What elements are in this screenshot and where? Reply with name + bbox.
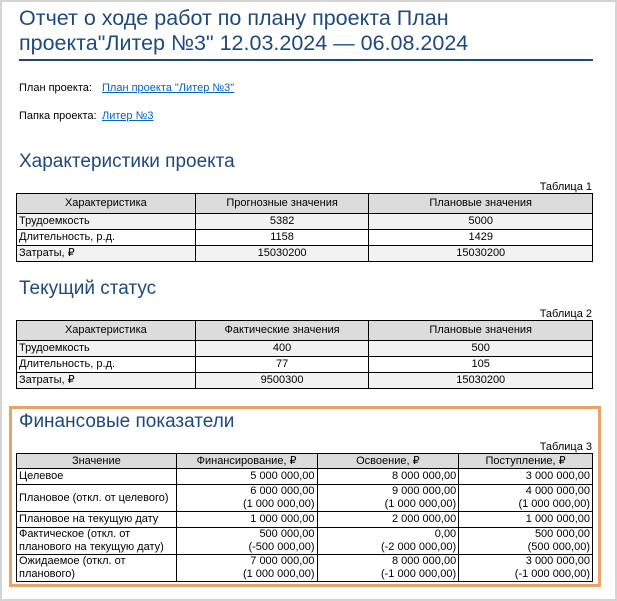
- row-label: Целевое: [17, 469, 177, 485]
- table-project-characteristics: [16, 193, 593, 262]
- column-header: Плановые значения: [369, 194, 593, 214]
- cell-value: 500: [369, 341, 593, 357]
- cell-value: 15030200: [195, 246, 369, 262]
- cell-value: [317, 555, 459, 582]
- column-header: Освоение, ₽: [317, 454, 459, 469]
- table-row: [17, 341, 593, 357]
- cell-value: [317, 485, 459, 512]
- amount: 3 000 000,00: [525, 555, 590, 567]
- folder-link[interactable]: Литер №3: [102, 110, 154, 122]
- row-label: Трудоемкость: [17, 341, 196, 357]
- section-title-project-characteristics: Характеристики проекта: [19, 151, 235, 172]
- cell-value: [459, 555, 593, 582]
- deviation: (500 000,00): [527, 541, 590, 553]
- deviation: (1 000 000,00): [518, 498, 590, 510]
- table-row: [17, 485, 593, 512]
- column-header: Прогнозные значения: [195, 194, 369, 214]
- table-caption: Таблица 3: [539, 441, 592, 453]
- amount: 0,00: [434, 528, 457, 540]
- folder-row: [19, 110, 154, 123]
- table-row: [17, 373, 593, 389]
- report-title: Отчет о ходе работ по плану проекта План проекта"Литер №3" 12.03.2024 — 06.08.2024: [19, 6, 593, 61]
- amount: 5 000 000,00: [250, 470, 315, 482]
- row-label: Затраты, ₽: [17, 246, 196, 262]
- column-header: Характеристика: [17, 321, 196, 341]
- deviation: (1 000 000,00): [242, 568, 315, 580]
- table-header-row: [17, 321, 593, 341]
- table-header-row: [17, 194, 593, 214]
- cell-value: [176, 469, 317, 485]
- amount: 500 000,00: [259, 528, 315, 540]
- column-header: Значение: [17, 454, 177, 469]
- table-financial-indicators: [16, 453, 593, 582]
- cell-value: 400: [195, 341, 369, 357]
- row-label: Затраты, ₽: [17, 373, 196, 389]
- row-label: Плановое (откл. от целевого): [17, 485, 177, 512]
- cell-value: 5382: [195, 214, 369, 230]
- cell-value: 77: [195, 357, 369, 373]
- table-row: [17, 246, 593, 262]
- table-row: [17, 512, 593, 528]
- plan-row: [19, 82, 234, 95]
- section-title-financial-indicators: Финансовые показатели: [19, 411, 235, 432]
- row-label: Трудоемкость: [17, 214, 196, 230]
- cell-value: [459, 512, 593, 528]
- row-label: Ожидаемое (откл. от планового): [17, 555, 177, 582]
- deviation: (1 000 000,00): [242, 498, 315, 510]
- amount: 9 000 000,00: [391, 485, 457, 497]
- table-row: [17, 214, 593, 230]
- table-caption: Таблица 1: [539, 181, 592, 193]
- cell-value: [176, 512, 317, 528]
- cell-value: [459, 469, 593, 485]
- cell-value: [176, 528, 317, 555]
- row-label: Длительность, р.д.: [17, 230, 196, 246]
- row-label: Длительность, р.д.: [17, 357, 196, 373]
- cell-value: [176, 555, 317, 582]
- cell-value: 105: [369, 357, 593, 373]
- amount: 7 000 000,00: [250, 555, 315, 567]
- amount: 6 000 000,00: [250, 485, 315, 497]
- row-label: Плановое на текущую дату: [17, 512, 177, 528]
- amount: 8 000 000,00: [391, 470, 457, 482]
- amount: 2 000 000,00: [391, 513, 457, 525]
- plan-link[interactable]: План проекта "Литер №3": [102, 82, 235, 94]
- deviation: (-1 000 000,00): [514, 568, 590, 580]
- table-row: [17, 357, 593, 373]
- table-row: [17, 528, 593, 555]
- table-row: [17, 469, 593, 485]
- cell-value: [459, 485, 593, 512]
- cell-value: 15030200: [369, 373, 593, 389]
- folder-label: Папка проекта:: [19, 110, 97, 122]
- cell-value: [176, 485, 317, 512]
- column-header: Характеристика: [17, 194, 196, 214]
- cell-value: 1429: [369, 230, 593, 246]
- column-header: Финансирование, ₽: [176, 454, 317, 469]
- column-header: Поступление, ₽: [459, 454, 593, 469]
- table-row: [17, 555, 593, 582]
- cell-value: 5000: [369, 214, 593, 230]
- cell-value: [459, 528, 593, 555]
- table-caption: Таблица 2: [539, 308, 592, 320]
- column-header: Плановые значения: [369, 321, 593, 341]
- amount: 8 000 000,00: [391, 555, 457, 567]
- table-row: [17, 230, 593, 246]
- deviation: (1 000 000,00): [384, 498, 457, 510]
- amount: 1 000 000,00: [525, 513, 590, 525]
- amount: 1 000 000,00: [250, 513, 315, 525]
- cell-value: [317, 512, 459, 528]
- cell-value: [317, 469, 459, 485]
- section-title-current-status: Текущий статус: [19, 278, 157, 299]
- cell-value: [317, 528, 459, 555]
- cell-value: 9500300: [195, 373, 369, 389]
- cell-value: 1158: [195, 230, 369, 246]
- amount: 500 000,00: [534, 528, 590, 540]
- plan-label: План проекта:: [19, 82, 92, 94]
- table-current-status: [16, 320, 593, 389]
- table-header-row: [17, 454, 593, 469]
- deviation: (-2 000 000,00): [380, 541, 457, 553]
- amount: 4 000 000,00: [525, 485, 590, 497]
- deviation: (-1 000 000,00): [380, 568, 457, 580]
- deviation: (-500 000,00): [248, 541, 315, 553]
- amount: 3 000 000,00: [525, 470, 590, 482]
- cell-value: 15030200: [369, 246, 593, 262]
- column-header: Фактические значения: [195, 321, 369, 341]
- row-label: Фактическое (откл. от планового на текущую дату): [17, 528, 177, 555]
